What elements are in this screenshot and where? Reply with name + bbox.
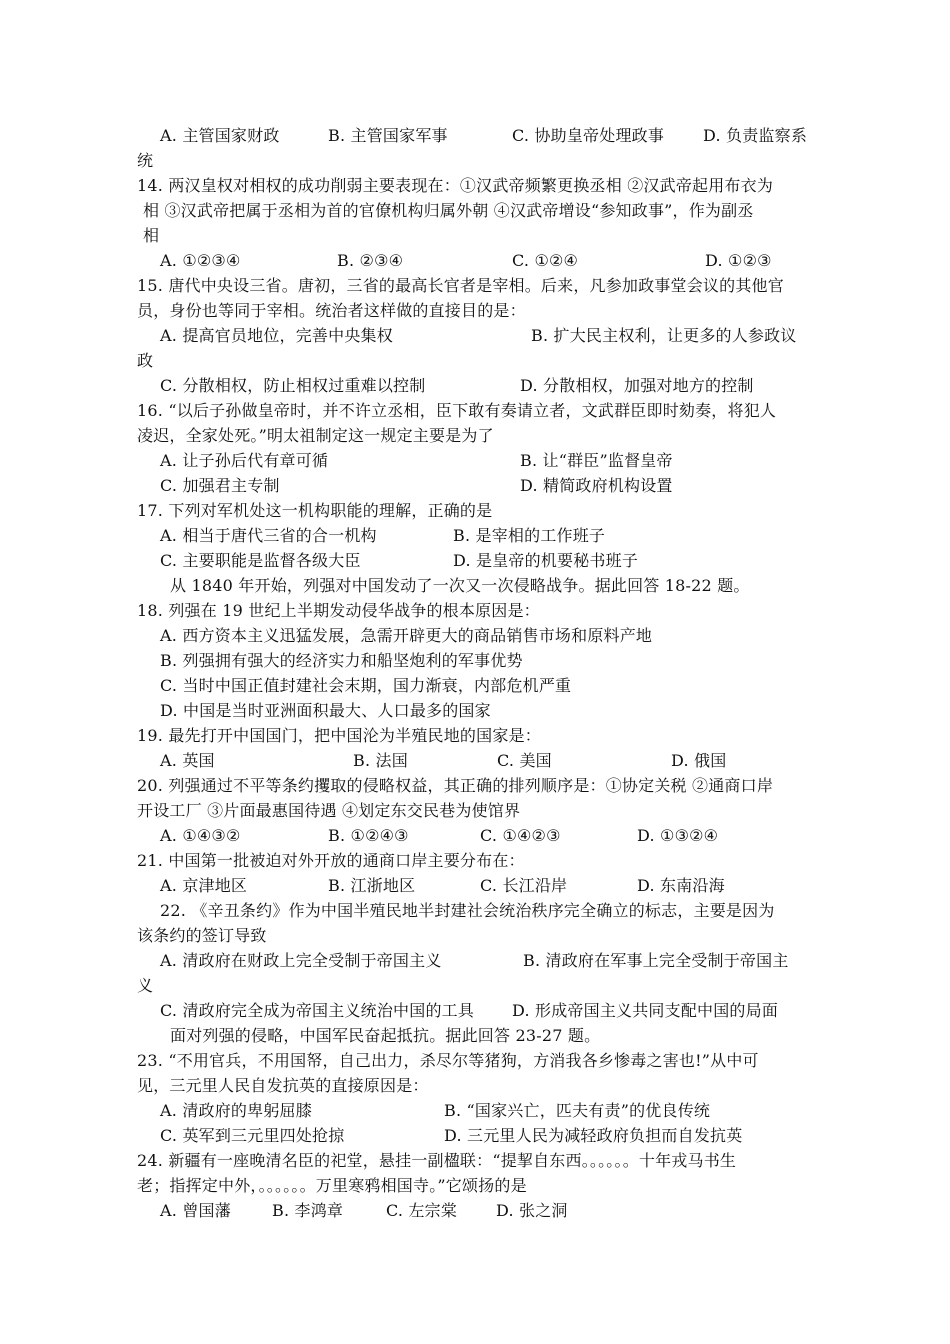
q24-option-b: B. 李鸿章	[272, 1201, 344, 1220]
q24-stem-line-1: 24. 新疆有一座晚清名臣的祀堂，悬挂一副楹联：“提挈自东西。。。。。。十年戎马书生	[137, 1151, 737, 1170]
q17-stem: 17. 下列对军机处这一机构职能的理解，正确的是	[137, 501, 493, 520]
q23-option-c: C. 英军到三元里四处抢掠	[160, 1126, 345, 1145]
q20-stem-line-2: 开设工厂 ③片面最惠国待遇 ④划定东交民巷为使馆界	[137, 801, 521, 820]
q22-option-d: D. 形成帝国主义共同支配中国的局面	[512, 1001, 779, 1020]
q22-option-c: C. 清政府完全成为帝国主义统治中国的工具	[160, 1001, 475, 1020]
q17-option-a: A. 相当于唐代三省的合一机构	[160, 526, 377, 545]
q22-option-b-wrap: 义	[137, 976, 154, 995]
q16-option-a: A. 让子孙后代有章可循	[160, 451, 329, 470]
section-intro-18-22: 从 1840 年开始，列强对中国发动了一次又一次侵略战争。据此回答 18-22 题。	[170, 576, 750, 595]
q21-stem: 21. 中国第一批被迫对外开放的通商口岸主要分布在：	[137, 851, 525, 870]
q13-option-a: A. 主管国家财政	[160, 126, 280, 145]
q19-option-c: C. 美国	[497, 751, 552, 770]
q19-option-d: D. 俄国	[671, 751, 727, 770]
q22-option-b: B. 清政府在军事上完全受制于帝国主	[523, 951, 789, 970]
q21-option-d: D. 东南沿海	[637, 876, 725, 895]
q19-stem: 19. 最先打开中国国门，把中国沦为半殖民地的国家是：	[137, 726, 541, 745]
q19-option-b: B. 法国	[353, 751, 408, 770]
q20-option-d: D. ①③②④	[637, 826, 719, 845]
q22-option-a: A. 清政府在财政上完全受制于帝国主义	[160, 951, 442, 970]
q18-option-b: B. 列强拥有强大的经济实力和船坚炮利的军事优势	[160, 651, 523, 670]
q23-option-d: D. 三元里人民为减轻政府负担而自发抗英	[444, 1126, 743, 1145]
q16-option-b: B. 让“群臣”监督皇帝	[520, 451, 673, 470]
q16-option-d: D. 精简政府机构设置	[520, 476, 673, 495]
q18-option-a: A. 西方资本主义迅猛发展，急需开辟更大的商品销售市场和原料产地	[160, 626, 653, 645]
q18-stem: 18. 列强在 19 世纪上半期发动侵华战争的根本原因是：	[137, 601, 540, 620]
q24-stem-line-2: 老；指挥定中外，。。。。。。万里寒鸦相国寺。”它颂扬的是	[137, 1176, 527, 1195]
q16-option-c: C. 加强君主专制	[160, 476, 280, 495]
q24-option-c: C. 左宗棠	[386, 1201, 458, 1220]
q18-option-d: D. 中国是当时亚洲面积最大、人口最多的国家	[160, 701, 491, 720]
q18-option-c: C. 当时中国正值封建社会末期，国力渐衰，内部危机严重	[160, 676, 572, 695]
q15-option-b: B. 扩大民主权利，让更多的人参政议	[531, 326, 797, 345]
q13-option-c: C. 协助皇帝处理政事	[512, 126, 665, 145]
q20-option-a: A. ①④③②	[160, 826, 241, 845]
q23-option-a: A. 清政府的卑躬屈膝	[160, 1101, 312, 1120]
q15-option-b-wrap: 政	[137, 351, 154, 370]
q21-option-c: C. 长江沿岸	[480, 876, 568, 895]
q15-option-c: C. 分散相权，防止相权过重难以控制	[160, 376, 426, 395]
q15-stem-line-2: 员，身份也等同于宰相。统治者这样做的直接目的是：	[137, 301, 526, 320]
q15-stem-line-1: 15. 唐代中央设三省。唐初，三省的最高长官者是宰相。后来，凡参加政事堂会议的其他官	[137, 276, 784, 295]
q14-option-b: B. ②③④	[337, 251, 404, 270]
q14-stem-line-2: 相 ③汉武帝把属于丞相为首的官僚机构归属外朝 ④汉武帝增设“参知政事”，作为副丞	[143, 201, 754, 220]
q13-option-d-wrap: 统	[137, 151, 154, 170]
q15-option-d: D. 分散相权，加强对地方的控制	[520, 376, 754, 395]
q22-stem-line-2: 该条约的签订导致	[137, 926, 267, 945]
q24-option-d: D. 张之洞	[496, 1201, 568, 1220]
q17-option-b: B. 是宰相的工作班子	[453, 526, 606, 545]
q20-stem-line-1: 20. 列强通过不平等条约攫取的侵略权益，其正确的排列顺序是：①协定关税 ②通商口岸	[137, 776, 774, 795]
q22-stem-line-1: 22. 《辛丑条约》作为中国半殖民地半封建社会统治秩序完全确立的标志，主要是因为	[160, 901, 775, 920]
q17-option-d: D. 是皇帝的机要秘书班子	[453, 551, 639, 570]
q13-option-b: B. 主管国家军事	[328, 126, 448, 145]
q24-option-a: A. 曾国藩	[160, 1201, 231, 1220]
q23-stem-line-2: 见，三元里人民自发抗英的直接原因是：	[137, 1076, 429, 1095]
q13-option-d: D. 负责监察系	[703, 126, 808, 145]
q17-option-c: C. 主要职能是监督各级大臣	[160, 551, 361, 570]
section-intro-23-27: 面对列强的侵略，中国军民奋起抵抗。据此回答 23-27 题。	[170, 1026, 601, 1045]
q14-stem-line-3: 相	[143, 226, 160, 245]
q23-stem-line-1: 23. “不用官兵，不用国帑，自己出力，杀尽尔等猪狗，方消我各乡惨毒之害也!”从中可	[137, 1051, 759, 1070]
q21-option-a: A. 京津地区	[160, 876, 248, 895]
q15-option-a: A. 提高官员地位，完善中央集权	[160, 326, 393, 345]
q14-option-a: A. ①②③④	[160, 251, 241, 270]
q20-option-c: C. ①④②③	[480, 826, 561, 845]
q14-stem-line-1: 14. 两汉皇权对相权的成功削弱主要表现在：①汉武帝频繁更换丞相 ②汉武帝起用布衣为	[137, 176, 774, 195]
q21-option-b: B. 江浙地区	[328, 876, 416, 895]
q16-stem-line-2: 凌迟，全家处死。”明太祖制定这一规定主要是为了	[137, 426, 494, 445]
q14-option-c: C. ①②④	[512, 251, 579, 270]
q20-option-b: B. ①②④③	[328, 826, 409, 845]
q19-option-a: A. 英国	[160, 751, 215, 770]
q14-option-d: D. ①②③	[705, 251, 772, 270]
q16-stem-line-1: 16. “以后子孙做皇帝时，并不许立丞相，臣下敢有奏请立者，文武群臣即时劾奏，将犯人	[137, 401, 777, 420]
q23-option-b: B. “国家兴亡，匹夫有责”的优良传统	[444, 1101, 711, 1120]
